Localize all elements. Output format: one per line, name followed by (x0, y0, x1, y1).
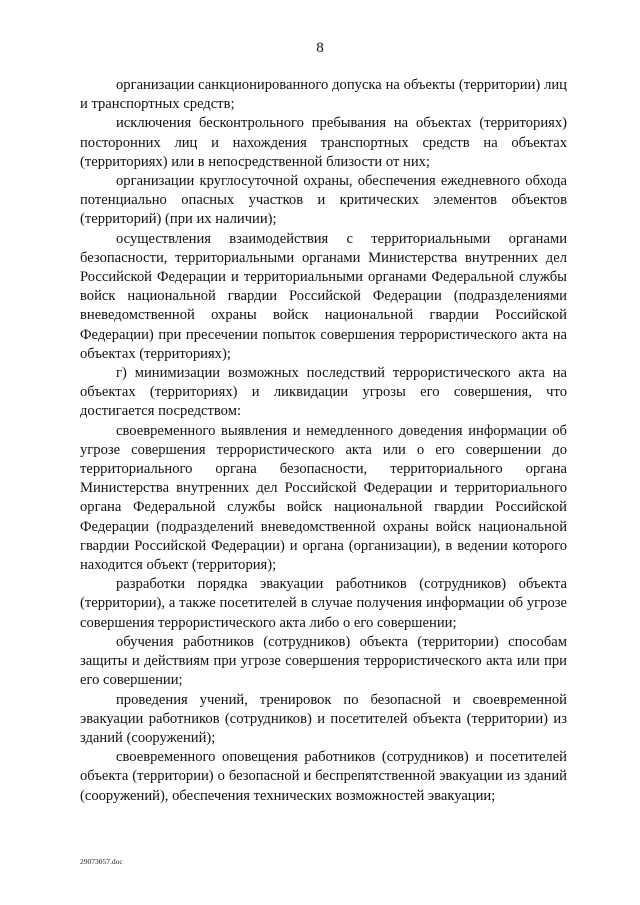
page-number: 8 (316, 40, 324, 56)
paragraph: исключения бесконтрольного пребывания на объектах (территориях) посторонних лиц и нахождения транспортных средств на объектах (территориях) или в непосредственной близости от них; (80, 115, 567, 170)
paragraph: организации круглосуточной охраны, обеспечения ежедневного обхода потенциально опасных участков и критических элементов объектов (территорий) (при их наличии); (80, 173, 567, 228)
paragraph: г) минимизации возможных последствий террористического акта на объектах (территориях) и ликвидации угрозы его совершения, что достигается посредством: (80, 365, 567, 420)
paragraph: своевременного оповещения работников (сотрудников) и посетителей объекта (территории) о безопасной и беспрепятственной эвакуации из зданий (сооружений), обеспечения технических возможностей эвакуации; (80, 749, 567, 804)
paragraph: организации санкционированного допуска на объекты (территории) лиц и транспортных средств; (80, 77, 567, 113)
document-body (80, 76, 567, 806)
paragraph: разработки порядка эвакуации работников (сотрудников) объекта (территории), а также посетителей в случае получения информации об угрозе совершения террористического акта либо о его совершении; (80, 576, 567, 631)
paragraph: осуществления взаимодействия с территориальными органами безопасности, территориальными органами Министерства внутренних дел Российской Федерации и территориальными органами Федеральной службы войск национальной гвардии Российской Федерации (подразделениями вневедомственной охраны войск национальной гвардии Российской Федерации) при пресечении попыток совершения террористического акта на объектах (территориях); (80, 230, 567, 362)
paragraph: проведения учений, тренировок по безопасной и своевременной эвакуации работников (сотрудников) и посетителей объекта (территории) из зданий (сооружений); (80, 691, 567, 746)
file-name-footer: 29073057.doc (80, 857, 123, 866)
paragraph: обучения работников (сотрудников) объекта (территории) способам защиты и действиям при угрозе совершения террористического акта или при его совершении; (80, 633, 567, 689)
paragraph: своевременного выявления и немедленного доведения информации об угрозе совершения террористического акта или о его совершении до территориального органа безопасности, территориального органа Министерства внутренних дел Российской Федерации и территориального органа Федеральной службы войск национальной гвардии Российской Федерации (подразделений вневедомственной охраны войск национальной гвардии Российской Федерации) и органа (организации), в ведении которого находится объект (территория); (80, 422, 567, 574)
